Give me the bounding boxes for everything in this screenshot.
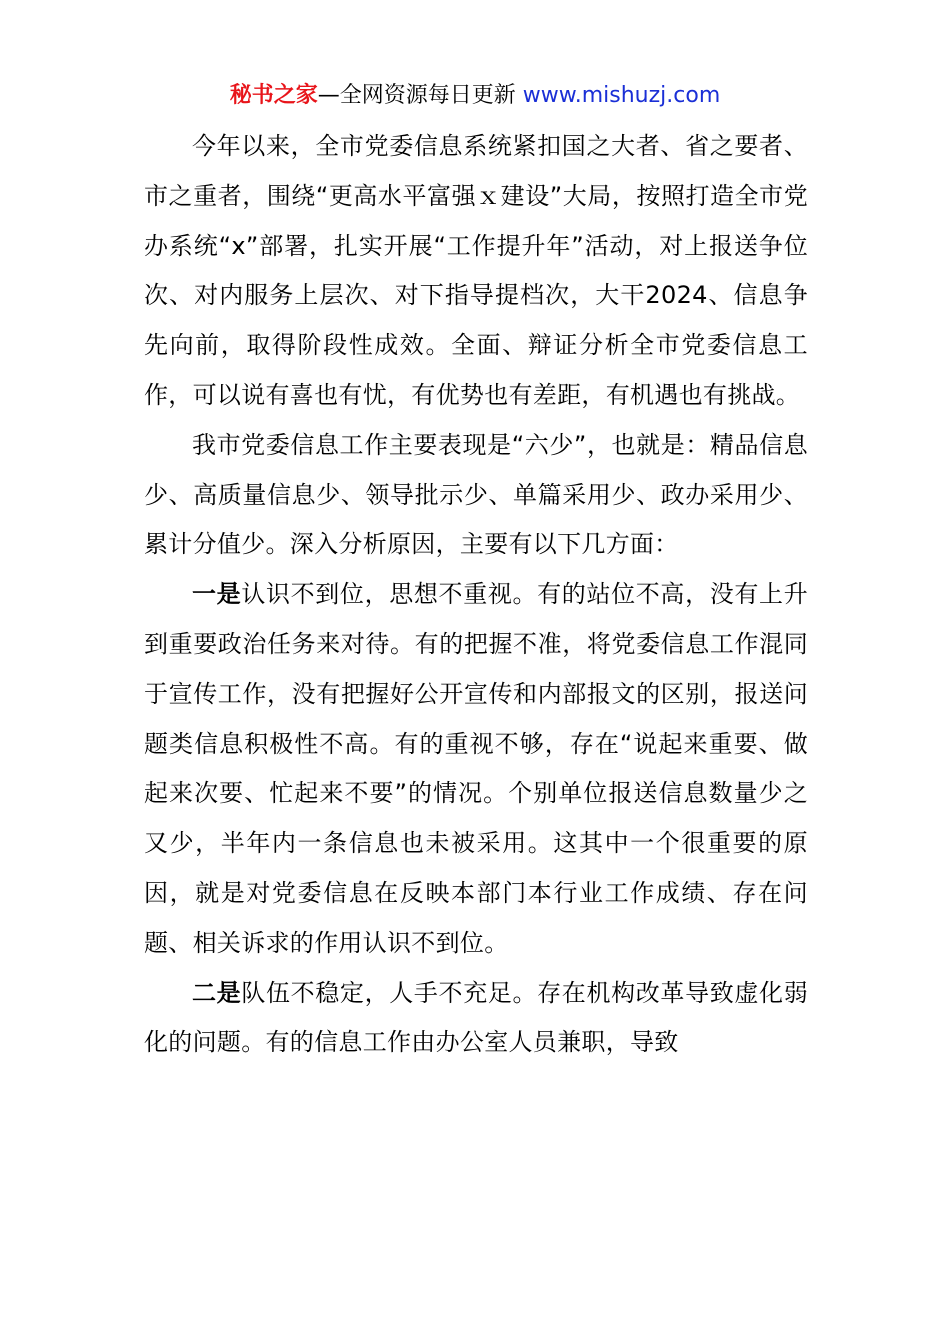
- paragraph-six-shortages: [144, 421, 808, 570]
- paragraph-intro: [144, 122, 808, 421]
- document-body: [144, 122, 808, 1068]
- site-header: [0, 80, 950, 112]
- paragraph-text: 队伍不稳定，人手不充足。存在机构改革导致虚化弱化的问题。有的信息工作由办公室人员兼职，导致: [144, 978, 808, 1057]
- paragraph-reason-two: [144, 969, 808, 1069]
- paragraph-text: 认识不到位，思想不重视。有的站位不高，没有上升到重要政治任务来对待。有的把握不准，将党委信息工作混同于宣传工作，没有把握好公开宣传和内部报文的区别，报送问题类信息积极性不高。有的重视不够，存在“说起来重要、做起来次要、忙起来不要”的情况。个别单位报送信息数量少之又少，半年内一条信息也未被采用。这其中一个很重要的原因，就是对党委信息在反映本部门本行业工作成绩、存在问题、相关诉求的作用认识不到位。: [144, 580, 808, 957]
- header-slogan: —全网资源每日更新: [317, 83, 523, 108]
- brand-name: 秘书之家: [229, 83, 318, 108]
- paragraph-lead: 一是: [192, 580, 242, 609]
- paragraph-text: 我市党委信息工作主要表现是“六少”，也就是：精品信息少、高质量信息少、领导批示少、单篇采用少、政办采用少、累计分值少。深入分析原因，主要有以下几方面：: [144, 430, 808, 559]
- paragraph-lead: 二是: [192, 978, 242, 1007]
- paragraph-reason-one: [144, 570, 808, 968]
- paragraph-text: 今年以来，全市党委信息系统紧扣国之大者、省之要者、市之重者，围绕“更高水平富强ｘ建设”大局，按照打造全市党办系统“x”部署，扎实开展“工作提升年”活动，对上报送争位次、对内服务上层次、对下指导提档次，大干2024、信息争先向前，取得阶段性成效。全面、辩证分析全市党委信息工作，可以说有喜也有忧，有优势也有差距，有机遇也有挑战。: [144, 132, 808, 409]
- site-url[interactable]: www.mishuzj.com: [522, 83, 721, 108]
